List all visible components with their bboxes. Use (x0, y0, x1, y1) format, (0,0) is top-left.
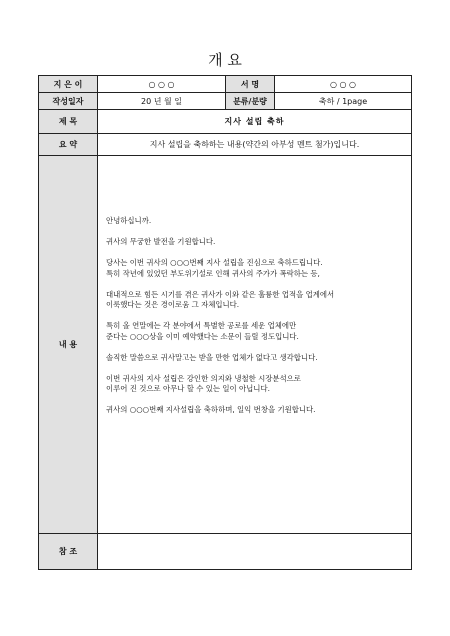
document-title: 개 요 (208, 51, 242, 69)
category-value: 축하 / 1page (275, 93, 412, 110)
content-label: 내 용 (39, 156, 98, 534)
date-value: 20 년 월 일 (98, 93, 226, 110)
signature-label: 서 명 (226, 76, 275, 93)
content-paragraph: 안녕하십니까. (106, 216, 152, 225)
content-paragraph: 당사는 이번 귀사의 ○○○번째 지사 설립을 진심으로 축하드립니다. 특히 작년에 있었던 부도위기설로 인해 귀사의 주가가 폭락하는 등, (106, 258, 323, 278)
summary-value: 지사 설립을 축하하는 내용(약간의 아부성 멘트 첨가)입니다. (98, 134, 412, 156)
reference-row (39, 534, 412, 570)
author-value: ○ ○ ○ (98, 76, 226, 93)
signature-value: ○ ○ ○ (275, 76, 412, 93)
content-text (98, 156, 411, 416)
date-row (39, 93, 412, 110)
content-body (98, 156, 412, 534)
category-label: 분류/분량 (226, 93, 275, 110)
summary-row (39, 134, 412, 156)
subject-value: 지사 설립 축하 (98, 110, 412, 134)
content-paragraph: 귀사의 무궁한 발전을 기원합니다. (106, 237, 216, 246)
date-label: 작성일자 (39, 93, 98, 110)
content-paragraph: 솔직한 말씀으로 귀사말고는 받을 만한 업체가 없다고 생각합니다. (106, 352, 318, 362)
summary-form-table (38, 75, 412, 570)
author-row (39, 76, 412, 93)
subject-label: 제 목 (39, 110, 98, 134)
content-paragraph: 특히 올 연말에는 각 분야에서 특별한 공로를 세운 업체에만 준다는 ○○○상을 이미 예약했다는 소문이 들릴 정도입니다. (106, 321, 299, 341)
subject-row (39, 110, 412, 134)
reference-value (98, 534, 412, 570)
content-paragraph: 이번 귀사의 지사 설립은 강인한 의지와 냉철한 시장분석으로 이루어 진 것으로 아무나 할 수 있는 일이 아닙니다. (106, 373, 301, 393)
content-row (39, 156, 412, 534)
summary-label: 요 약 (39, 134, 98, 156)
reference-label: 참 조 (39, 534, 98, 570)
author-label: 지 은 이 (39, 76, 98, 93)
content-paragraph: 귀사의 ○○○번째 지사설립을 축하하며, 일익 번창을 기원합니다. (106, 405, 316, 414)
content-paragraph: 대내적으로 힘든 시기를 겪은 귀사가 이와 같은 훌륭한 업적을 업계에서 이룩했다는 것은 경이로움 그 자체입니다. (106, 289, 335, 309)
